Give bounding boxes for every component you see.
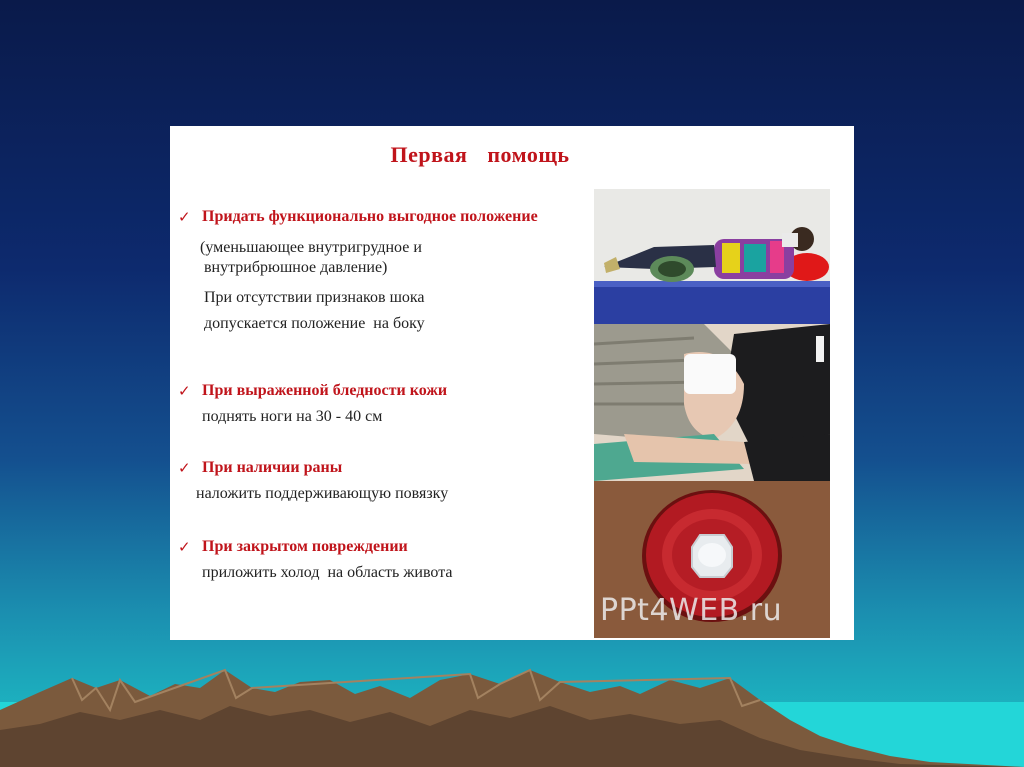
check-icon: ✓ <box>178 538 191 556</box>
check-icon: ✓ <box>178 382 191 400</box>
item-heading: При выраженной бледности кожи <box>202 382 448 399</box>
photo-abdomen-dressing <box>594 324 830 481</box>
item-heading: При наличии раны <box>202 459 343 476</box>
item-text: приложить холод на область живота <box>202 564 453 581</box>
photo-column <box>594 189 830 638</box>
item-text: поднять ноги на 30 - 40 см <box>202 408 383 425</box>
slide-title: Первая помощь <box>390 142 570 167</box>
list-item <box>178 459 578 506</box>
list-item <box>178 208 578 336</box>
list-item <box>178 538 578 585</box>
item-text: При отсутствии признаков шока <box>204 289 425 306</box>
item-text: (уменьшающее внутригрудное и <box>200 239 422 256</box>
item-text: наложить поддерживающую повязку <box>196 485 449 502</box>
photo-patient-lying <box>594 189 830 324</box>
content-card <box>170 126 854 640</box>
mountains-decoration <box>0 640 1024 767</box>
photo-cold-pack <box>594 481 830 638</box>
watermark-text: PPt4WEB.ru <box>600 593 783 628</box>
list-item <box>178 382 578 429</box>
check-icon: ✓ <box>178 208 191 226</box>
item-text: внутрибрюшное давление) <box>204 259 388 276</box>
item-heading: При закрытом повреждении <box>202 538 408 555</box>
check-icon: ✓ <box>178 459 191 477</box>
item-text: допускается положение на боку <box>204 315 425 332</box>
item-heading: Придать функционально выгодное положение <box>202 208 538 225</box>
